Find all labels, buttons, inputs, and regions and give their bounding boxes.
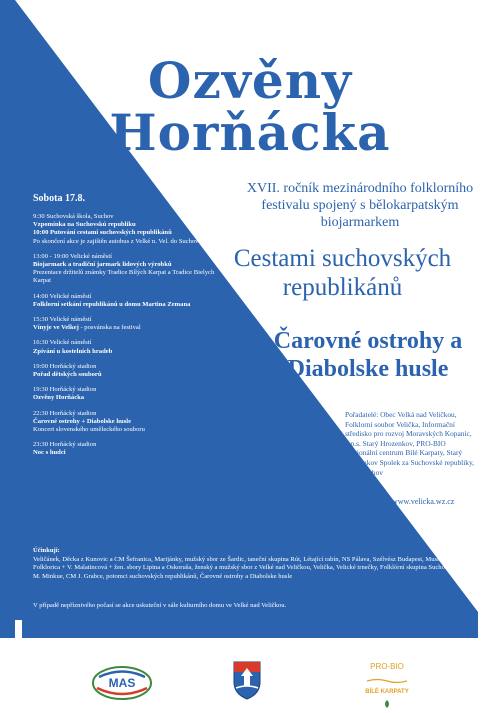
event-note: - posvánska na festival	[80, 324, 141, 332]
event-name: Vzpomínka na Suchovskú republiku	[33, 221, 136, 229]
website-link[interactable]: www.velicka.wz.cz	[392, 497, 455, 506]
event-time: 9:30 Suchovská škola, Suchov	[33, 213, 114, 220]
mas-logo	[91, 664, 153, 702]
event-note: Koncert slovenského uměleckého souboru	[33, 426, 145, 434]
event-time: 16:30 Velické náměstí	[33, 339, 92, 347]
program-date: Sobota 17.8.	[33, 193, 85, 204]
festival-title-line1: Ozvěny	[147, 51, 353, 110]
program-event	[33, 363, 228, 379]
festival-subtitle: XVII. ročník mezinárodního folklorního festivalu spojený s bělokarpatským biojarmarkem	[246, 181, 474, 230]
program-event	[33, 213, 228, 229]
mas-logo-text: MAS	[108, 676, 136, 690]
event-name: Ozvěny Horňácka	[33, 394, 85, 402]
event-name: Folklorní setkání republikánů u domu Martina Zemana	[33, 300, 191, 308]
program-event	[33, 293, 228, 309]
program-event	[33, 253, 228, 286]
festival-theme: Cestami suchovských republikánů	[233, 245, 452, 301]
probio-logo	[352, 662, 422, 713]
program-list	[33, 213, 228, 465]
event-name: 10:00 Putování cestami suchovských republikánů	[33, 229, 172, 237]
event-time: 19:00 Horňácký stadion	[33, 362, 97, 370]
village-crest-logo	[232, 658, 262, 700]
featured-show: Čarovné ostrohy a Diabolske husle	[273, 328, 463, 382]
program-event	[33, 386, 228, 402]
event-note: Po skončení akce je zajištěn autobus z Velké n. Vel. do Suchova.	[33, 237, 204, 245]
performers-label: Účinkují:	[33, 547, 60, 554]
program-event	[33, 339, 228, 355]
event-name: Vínyje ve Velkej	[33, 324, 79, 332]
probio-wave-icon	[367, 678, 407, 684]
event-name: Noc s hudci	[33, 449, 66, 457]
performers-block	[33, 547, 473, 581]
event-name: Zpívání u kostelních hradeb	[33, 347, 113, 355]
event-time: 15:30 Velické náměstí	[33, 316, 92, 324]
performers-text: Veličánek, Děcka z Kunovic a CM Šefranica, Marijánky, mužský sbor ze Šardic, taneční skupina Rút, Létající rabín, NS Pálava, Szélvész Budapest, Musica Folklorica + V. Malatincová + žen. sbory Lipina a Oskoruša, ženský a mužský sbor z Velké nad Veličkou, Velička, Velické trnečky, Folklórní skupina Suchovjan, CM M. Minkue, CM J. Grabce, potomci suchovských republikánů, Čarovné ostrohy a Diabolske husle	[33, 556, 470, 580]
event-time: 23:30 Horňácký stadion	[33, 441, 97, 449]
program-event	[33, 441, 228, 457]
event-name-line	[33, 324, 141, 331]
event-time: 14:00 Velické náměstí	[33, 292, 92, 300]
program-event	[33, 229, 228, 245]
probio-logo-bottom: BÍLÉ KARPATY	[365, 689, 409, 695]
event-note: Prezentace držitelů známky Tradice Bílých Karpat a Tradice Bielych Karpat	[33, 269, 215, 285]
program-event	[33, 410, 228, 435]
rain-note: V případě nepříznivého počasí se akce uskuteční v sále kulturního domu ve Velké nad Veličkou.	[33, 602, 287, 609]
probio-logo-top: PRO-BIO	[370, 662, 404, 671]
event-time: 19:30 Horňácký stadion	[33, 386, 97, 394]
organizers-text: Pořadatelé: Obec Velká nad Veličkou, Folklorní soubor Velička, Informační středisko pro rozvoj Moravských Kopanic, o.p.s. Starý Hrozenkov, PRO-BIO Regionální centrum Bílé Karpaty, Starý Hrozenkov Spolek za Suchovské republiky, obec Suchov	[345, 410, 475, 477]
program-event	[33, 316, 228, 332]
festival-title-line2: Horňácka	[109, 103, 391, 162]
event-name: Pořad dětských souborů	[33, 371, 102, 379]
event-name: Biojarmark a tradiční jarmark lidových výrobků	[33, 261, 172, 269]
leaf-icon	[383, 700, 391, 708]
event-name: Čarovné ostrohy + Diabolske husle	[33, 417, 132, 425]
event-time: 13:00 - 19:00 Velické náměstí	[33, 252, 112, 260]
event-time: 22:30 Horňácký stadion	[33, 409, 97, 417]
